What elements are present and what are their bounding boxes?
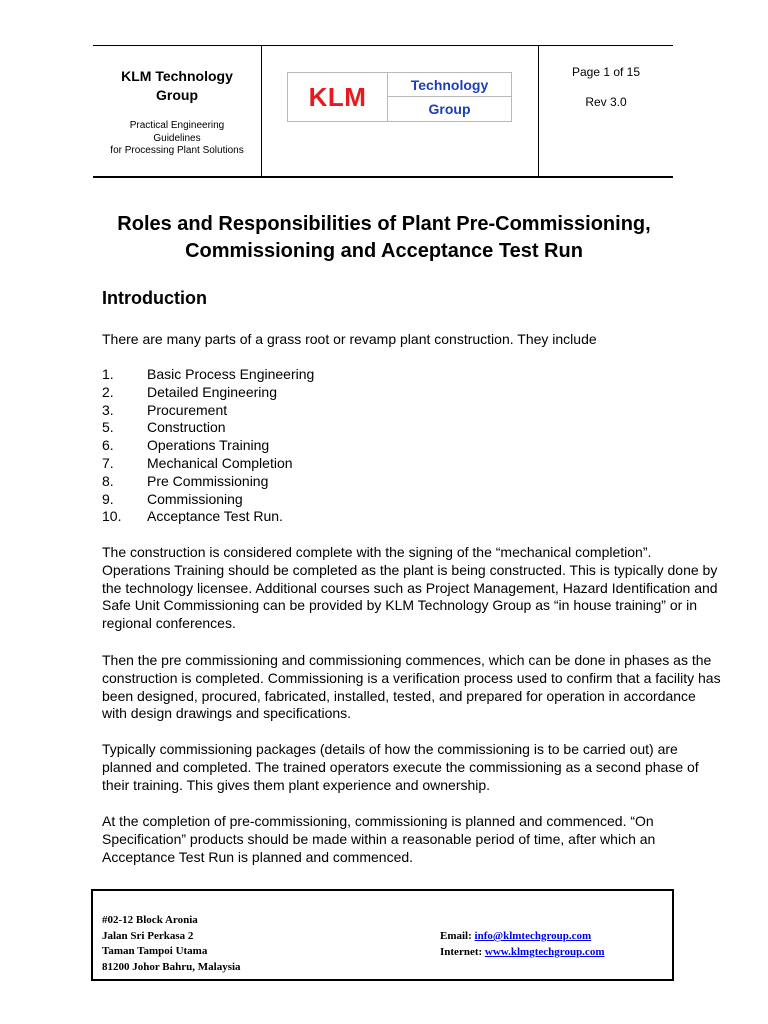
title-line1: Roles and Responsibilities of Plant Pre-Commissioning, [117, 213, 651, 235]
list-text: Construction [147, 419, 226, 436]
page-number: Page 1 of 15 [571, 65, 641, 79]
intro-paragraph: There are many parts of a grass root or revamp plant construction. They include [102, 331, 597, 347]
org-name-line1: KLM Technology [121, 68, 233, 84]
internet-label: Internet: [440, 945, 485, 958]
address-line: Jalan Sri Perkasa 2 [102, 929, 194, 942]
list-number: 6. [102, 437, 114, 454]
paragraph-acceptance: At the completion of pre-commissioning, commissioning is planned and commenced. “On Specification” products should be made within a reasonable period of time, after which an Acceptance Test Run is planned and commenced. [102, 813, 656, 865]
logo-klm-text: KLM [288, 73, 388, 121]
org-name [93, 67, 261, 105]
document-footer [91, 889, 674, 981]
logo-group-text: Group [428, 101, 471, 117]
revision: Rev 3.0 [585, 95, 627, 109]
header-logo-cell [262, 46, 539, 176]
list-number: 1. [102, 366, 114, 382]
org-description [93, 120, 261, 158]
list-number: 5. [102, 419, 114, 436]
klm-logo [287, 72, 512, 122]
logo-technology-text: Technology [388, 73, 511, 97]
list-text: Procurement [147, 401, 228, 418]
document-header [93, 45, 673, 178]
document-title [60, 211, 708, 265]
email-link[interactable]: info@klmtechgroup.com [474, 930, 592, 942]
paragraph-commissioning: Then the pre commissioning and commissioning commences, which can be done in phases as the construction is completed. Commissioning is a verification process used to confirm that a facility has been designed, procured, fabricated, installed, tested, and prepared for operation in accordance with design drawings and specifications. [102, 652, 721, 722]
paragraph-construction: The construction is considered complete with the signing of the “mechanical completion”. Operations Training should be completed as the plant is being constructed. This is typically done by the technology licensee. Additional courses such as Project Management, Hazard Identification and Safe Unit Commissioning can be provided by KLM Technology Group as “in house training” or in regional conferences. [102, 544, 718, 632]
list-text: Commissioning [147, 490, 243, 507]
list-number: 3. [102, 401, 114, 418]
website-link[interactable]: www.klmgtechgroup.com [484, 945, 605, 958]
email-label: Email: [440, 930, 475, 942]
org-desc-line1: Practical Engineering [129, 120, 225, 131]
list-text: Basic Process Engineering [147, 366, 315, 382]
header-page-cell [539, 46, 673, 176]
org-desc-line3: for Processing Plant Solutions [110, 145, 244, 156]
list-number: 8. [102, 472, 114, 489]
list-number: 10. [102, 508, 122, 525]
list-number: 7. [102, 454, 114, 471]
list-text: Operations Training [147, 437, 270, 454]
header-org-cell [93, 46, 262, 176]
list-text: Pre Commissioning [147, 472, 269, 489]
contact-block [440, 929, 604, 960]
list-number: 9. [102, 490, 114, 507]
org-desc-line2: Guidelines [153, 132, 201, 144]
paragraph-packages: Typically commissioning packages (details of how the commissioning is to be carried out) are planned and completed. The trained operators execute the commissioning as a second phase of their training. This gives them plant experience and ownership. [102, 741, 699, 793]
address-line: 81200 Johor Bahru, Malaysia [102, 960, 241, 973]
address-line: #02-12 Block Aronia [102, 914, 198, 926]
list-text: Acceptance Test Run. [147, 508, 283, 525]
section-heading: Introduction [102, 288, 207, 308]
internet-line [440, 945, 604, 961]
org-name-line2: Group [156, 87, 198, 103]
list-text: Detailed Engineering [147, 383, 277, 400]
list-number: 2. [102, 383, 114, 400]
list-text: Mechanical Completion [147, 454, 293, 471]
title-line2: Commissioning and Acceptance Test Run [185, 240, 583, 262]
address-line: Taman Tampoi Utama [102, 945, 208, 957]
email-line [440, 929, 604, 945]
address-block [102, 913, 241, 975]
